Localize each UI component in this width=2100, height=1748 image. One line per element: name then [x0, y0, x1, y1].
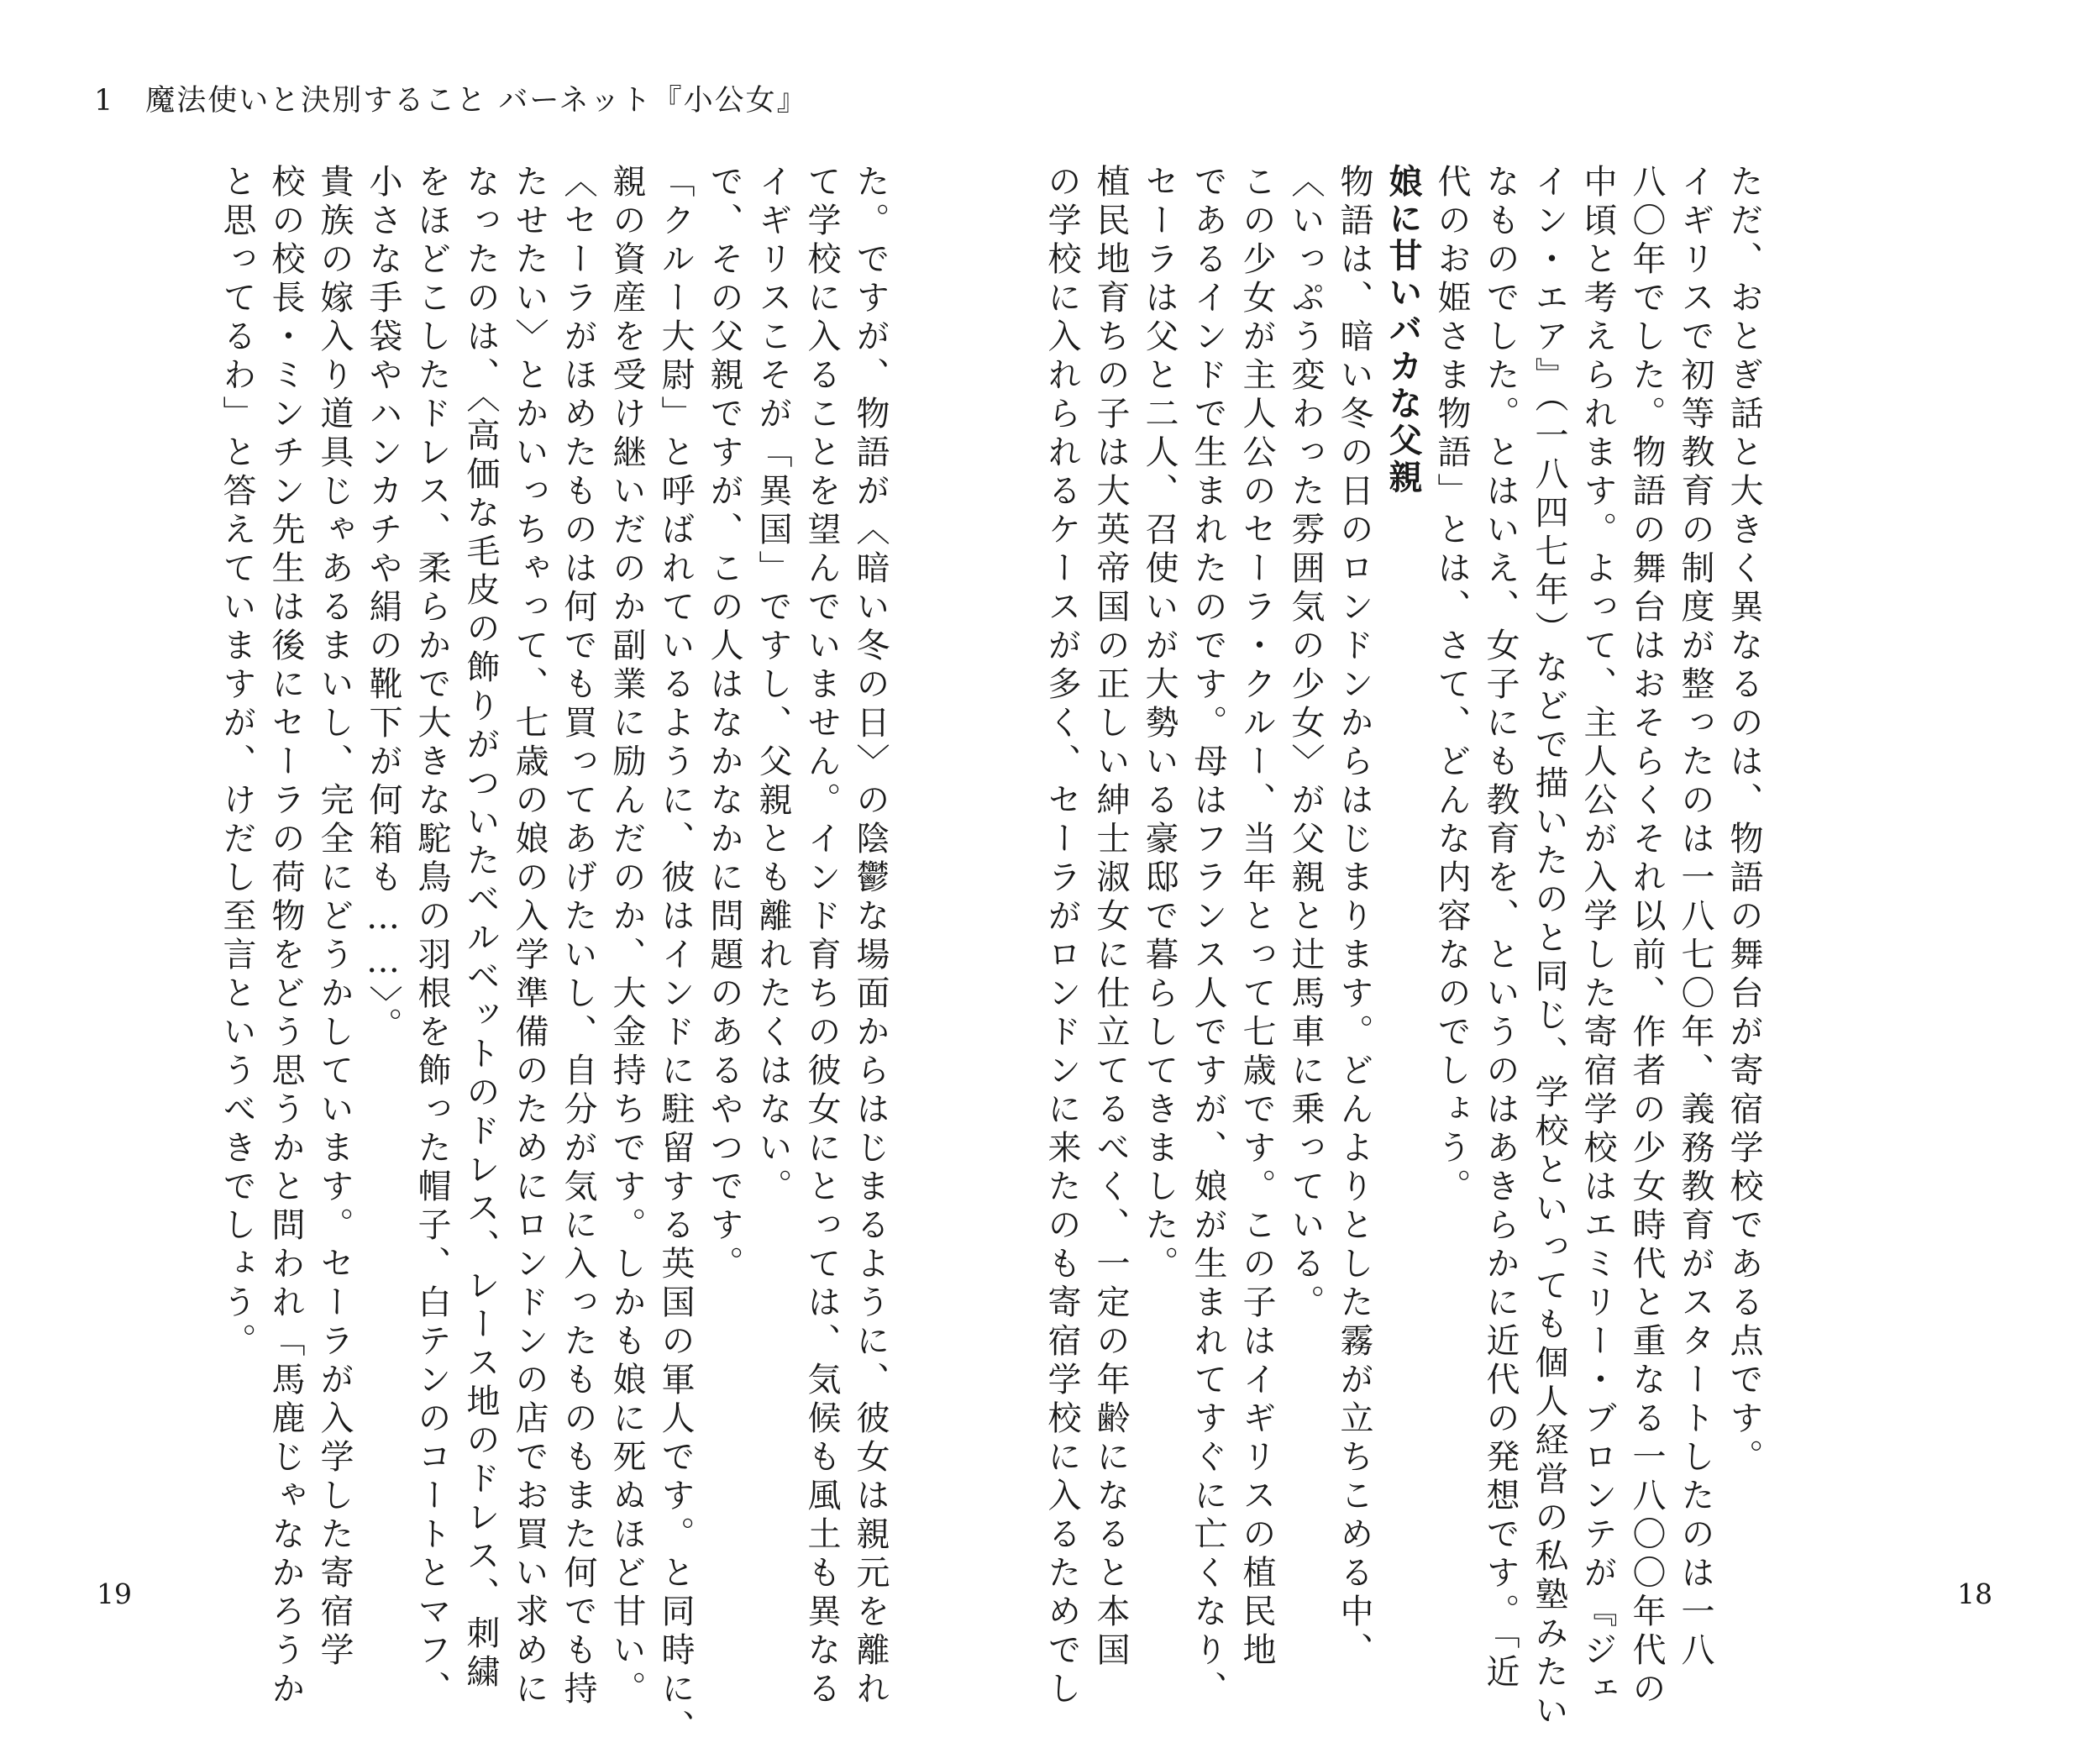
text-line: 八〇年でした。物語の舞台はおそらくそれ以前、作者の少女時代と重なる一八〇〇年代の [1627, 164, 1666, 1709]
text-line: て学校に入ることを望んでいません。インド育ちの彼女にとっては、気候も風土も異なる [802, 164, 841, 1709]
text-line: 〈いっぷう変わった雰囲気の少女〉が父親と辻馬車に乗っている。 [1286, 164, 1325, 1323]
text-line: 貴族の嫁入り道具じゃあるまいし、完全にどうかしています。セーラが入学した寄宿学 [315, 164, 354, 1671]
text-line: なものでした。とはいえ、女子にも教育を、というのはあきらかに近代の発想です。「近 [1481, 164, 1520, 1693]
text-line: と思ってるわ」と答えていますが、けだし至言というべきでしょう。 [218, 164, 256, 1362]
right-page-body [1042, 164, 1768, 1731]
text-line: イギリスで初等教育の制度が整ったのは一八七〇年、義務教育がスタートしたのは一八 [1676, 164, 1714, 1671]
text-line: で、その父親ですが、この人はなかなかに問題のあるやつです。 [705, 164, 743, 1284]
text-line: 代のお姫さま物語」とは、さて、どんな内容なのでしょう。 [1432, 164, 1471, 1207]
text-line: ただ、おとぎ話と大きく異なるのは、物語の舞台が寄宿学校である点です。 [1725, 164, 1763, 1478]
text-line: 校の校長・ミンチン先生は後にセーラの荷物をどう思うかと問われ「馬鹿じゃなかろうか [266, 164, 305, 1709]
text-line: であるインドで生まれたのです。母はフランス人ですが、娘が生まれてすぐに亡くなり、 [1189, 164, 1227, 1709]
text-line: イギリスこそが「異国」ですし、父親とも離れたくはない。 [753, 164, 792, 1207]
text-line: この少女が主人公のセーラ・クルー、当年とって七歳です。この子はイギリスの植民地 [1237, 164, 1276, 1671]
page-number-right: 18 [1957, 1577, 1992, 1610]
text-line: なったのは、〈高価な毛皮の飾りがついたベルベットのドレス、レース地のドレス、刺繍 [461, 164, 500, 1693]
text-line: 小さな手袋やハンカチや絹の靴下が何箱も……〉。 [364, 164, 402, 1046]
text-line: をほどこしたドレス、柔らかで大きな駝鳥の羽根を飾った帽子、白テンのコートとマフ、 [412, 164, 451, 1709]
text-line: 〈セーラがほめたものは何でも買ってあげたいし、自分が気に入ったものもまた何でも持 [559, 164, 597, 1709]
text-line: 親の資産を受け継いだのか副業に励んだのか、大金持ちです。しかも娘に死ぬほど甘い。 [607, 164, 646, 1709]
text-line: 「クルー大尉」と呼ばれているように、彼はインドに駐留する英国の軍人です。と同時に、 [656, 164, 695, 1748]
text-line: の学校に入れられるケースが多く、セーラがロンドンに来たのも寄宿学校に入るためでし [1042, 164, 1081, 1709]
text-line: たせたい〉とかいっちゃって、七歳の娘の入学準備のためにロンドンの店でお買い求めに [510, 164, 549, 1709]
text-line: 植民地育ちの子は大英帝国の正しい紳士淑女に仕立てるべく、一定の年齢になると本国 [1091, 164, 1130, 1671]
text-line: イン・エア』（一八四七年）などで描いたのと同じ、学校といっても個人経営の私塾みたい [1530, 164, 1568, 1731]
section-heading: 娘に甘いバカな父親 [1383, 164, 1422, 496]
running-header: 1 魔法使いと決別すること バーネット『小公女』 [94, 84, 808, 118]
text-line: 物語は、暗い冬の日のロンドンからはじまります。どんよりとした霧が立ちこめる中、 [1335, 164, 1373, 1671]
text-line: セーラは父と二人、召使いが大勢いる豪邸で暮らしてきました。 [1140, 164, 1179, 1284]
text-line: た。ですが、物語が〈暗い冬の日〉の陰鬱な場面からはじまるように、彼女は親元を離れ [851, 164, 890, 1709]
left-page-body [189, 164, 895, 1748]
page-number-left: 19 [97, 1577, 132, 1610]
text-line: 中頃と考えられます。よって、主人公が入学した寄宿学校はエミリー・ブロンテが『ジェ [1578, 164, 1617, 1709]
